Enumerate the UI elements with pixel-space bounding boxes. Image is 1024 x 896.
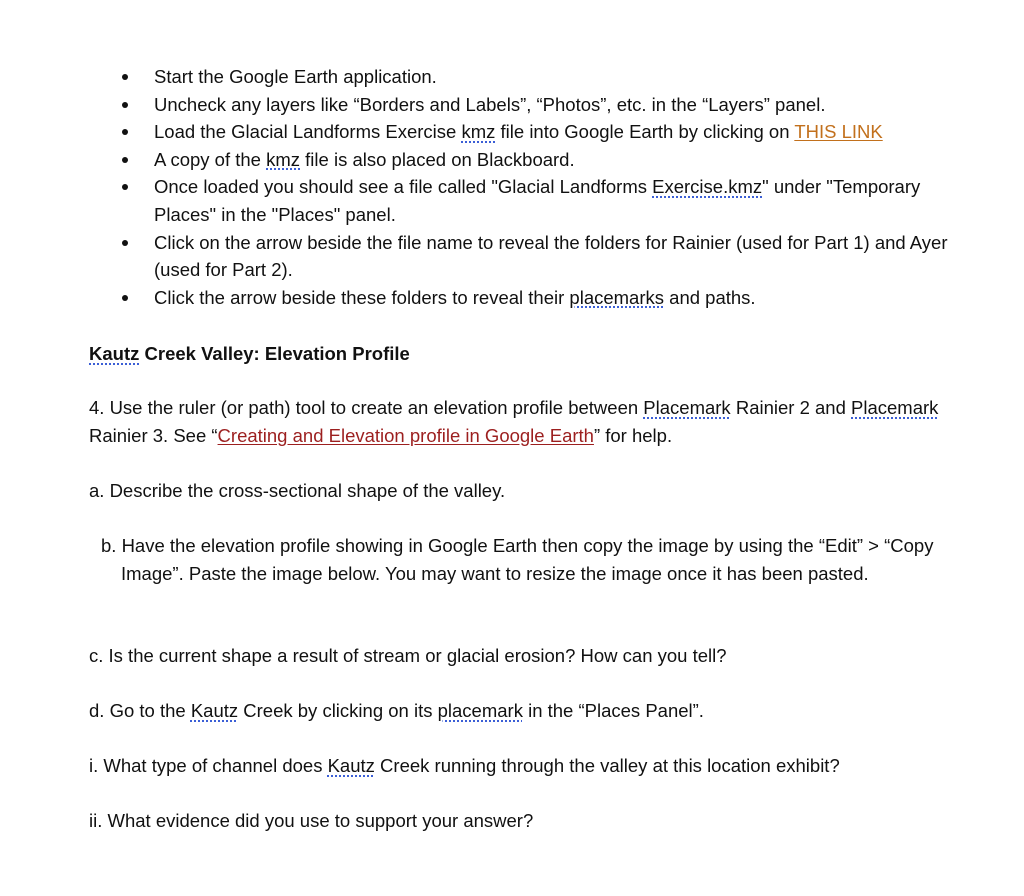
bullet-dot bbox=[122, 129, 128, 135]
list-item bbox=[118, 173, 968, 228]
question-d bbox=[89, 697, 969, 725]
question-a: a. Describe the cross-sectional shape of the valley. bbox=[89, 480, 506, 501]
this-link[interactable]: THIS LINK bbox=[794, 121, 883, 143]
list-item bbox=[118, 284, 968, 312]
list-item bbox=[118, 91, 968, 119]
spell-flagged-term: Placemark bbox=[643, 397, 731, 418]
question-b: b. Have the elevation profile showing in Google Earth then copy the image by using the “Edit” > “Copy Image”. Paste the image below. You may want to resize the image once it has been pasted. bbox=[101, 535, 934, 584]
spell-flagged-term: Exercise.kmz bbox=[652, 176, 763, 198]
bullet-text: Start the Google Earth application. bbox=[154, 66, 437, 87]
heading-text: Creek Valley: Elevation Profile bbox=[139, 343, 410, 364]
list-item bbox=[118, 146, 968, 174]
bullet-text: Click the arrow beside these folders to reveal their bbox=[154, 286, 570, 308]
bullet-text: Click on the arrow beside the file name to reveal the folders for Rainier (used for Part 1) and Ayer (used for Part 2). bbox=[154, 231, 948, 281]
question-text: 4. Use the ruler (or path) tool to create an elevation profile between bbox=[89, 397, 644, 418]
bullet-text: and paths. bbox=[664, 286, 756, 308]
list-item bbox=[118, 118, 968, 146]
spell-flagged-term: Kautz bbox=[89, 343, 140, 364]
list-item bbox=[118, 229, 968, 284]
spell-flagged-term: Kautz bbox=[327, 755, 375, 776]
question-4 bbox=[89, 394, 969, 449]
question-text: Rainier 3. See “ bbox=[89, 424, 218, 446]
bullet-text: file into Google Earth by clicking on bbox=[495, 121, 795, 143]
bullet-text: " under "Temporary Places" in the "Places" panel. bbox=[154, 176, 921, 225]
spell-flagged-term: placemarks bbox=[569, 286, 665, 308]
question-text: Rainier 2 and bbox=[730, 397, 852, 418]
spell-flagged-term: kmz bbox=[266, 148, 301, 170]
bullet-text: A copy of the bbox=[154, 148, 267, 170]
question-text: Creek by clicking on its bbox=[238, 700, 438, 721]
spell-flagged-term: Placemark bbox=[851, 397, 939, 418]
bullet-dot bbox=[122, 295, 128, 301]
question-i bbox=[89, 752, 969, 780]
instruction-list bbox=[118, 63, 968, 311]
bullet-text: Once loaded you should see a file called "Glacial Landforms bbox=[154, 176, 653, 198]
spell-flagged-term: placemark bbox=[437, 700, 523, 721]
question-c: c. Is the current shape a result of stream or glacial erosion? How can you tell? bbox=[89, 645, 727, 666]
elevation-profile-link[interactable]: Creating and Elevation profile in Google Earth bbox=[217, 424, 594, 446]
bullet-dot bbox=[122, 240, 128, 246]
question-text: d. Go to the bbox=[89, 700, 191, 721]
bullet-dot bbox=[122, 184, 128, 190]
spell-flagged-term: Kautz bbox=[190, 700, 239, 721]
question-text: i. What type of channel does bbox=[89, 755, 328, 776]
spell-flagged-term: kmz bbox=[461, 121, 496, 143]
bullet-text: file is also placed on Blackboard. bbox=[300, 148, 575, 170]
section-heading bbox=[89, 340, 410, 367]
bullet-text: Uncheck any layers like “Borders and Labels”, “Photos”, etc. in the “Layers” panel. bbox=[154, 93, 826, 115]
question-text: in the “Places Panel”. bbox=[522, 700, 704, 721]
bullet-dot bbox=[122, 102, 128, 108]
list-item bbox=[118, 63, 968, 91]
question-text: Creek running through the valley at this location exhibit? bbox=[374, 755, 840, 776]
question-ii: ii. What evidence did you use to support your answer? bbox=[89, 810, 534, 831]
bullet-dot bbox=[122, 157, 128, 163]
bullet-text: Load the Glacial Landforms Exercise bbox=[154, 121, 462, 143]
question-text: ” for help. bbox=[593, 424, 673, 446]
bullet-dot bbox=[122, 74, 128, 80]
